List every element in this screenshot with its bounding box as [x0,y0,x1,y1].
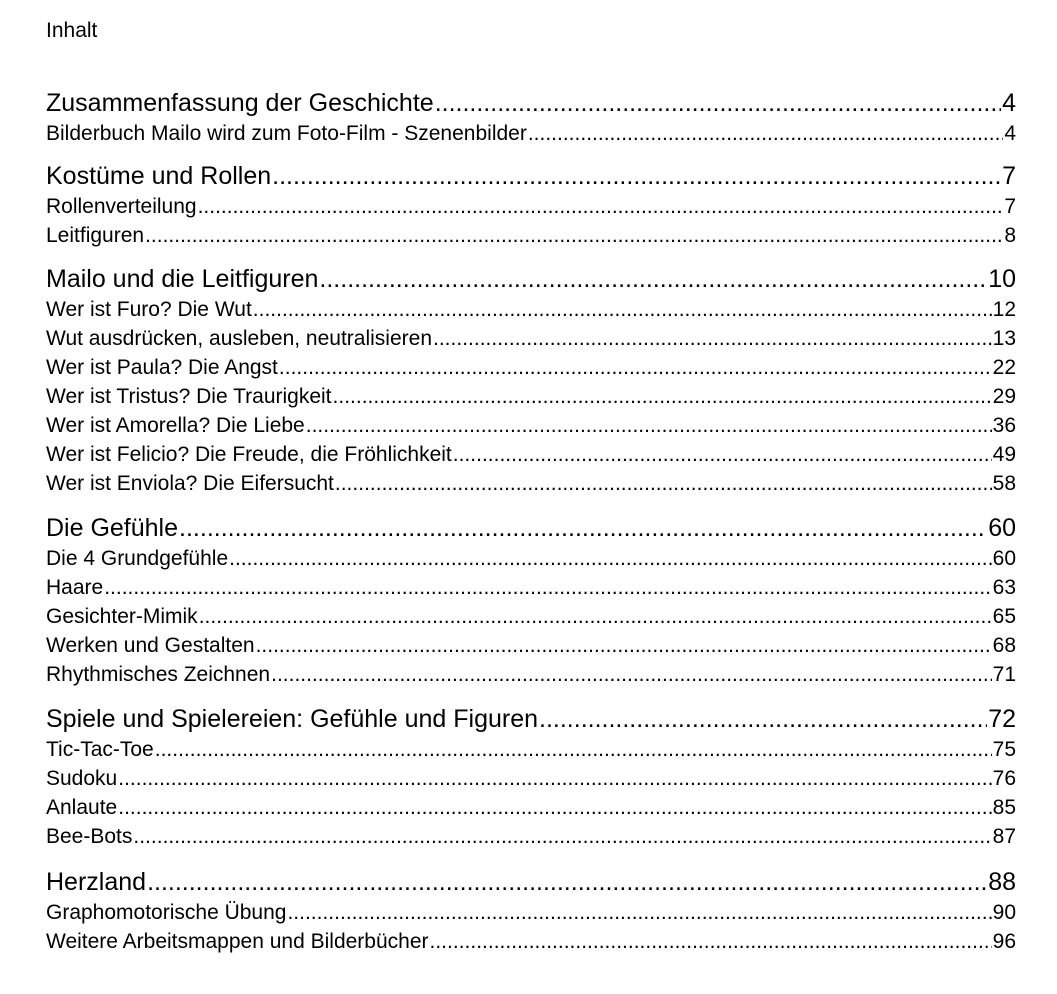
toc-entry-title: Sudoku [46,767,118,790]
toc-entry-level2[interactable] [46,793,1016,822]
toc-entry-page: 88 [988,868,1016,896]
toc-section [46,513,1016,689]
toc-entry-title: Mailo und die Leitfiguren [46,265,319,293]
dot-leader [271,660,992,689]
toc-entry-page: 12 [992,298,1016,321]
toc-entry-page: 87 [992,825,1016,848]
toc-entry-level2[interactable] [46,735,1016,764]
dot-leader [335,469,992,498]
toc-entry-page: 4 [1002,89,1016,117]
dot-leader [272,161,1001,192]
section-spacer [46,689,1016,704]
toc-entry-page: 85 [992,796,1016,819]
toc-entry-page: 7 [1004,195,1016,218]
toc-entry-level2[interactable] [46,295,1016,324]
toc-entry-level2[interactable] [46,382,1016,411]
dot-leader [306,411,992,440]
toc-section [46,161,1016,250]
toc-entry-level2[interactable] [46,898,1016,927]
section-spacer [46,498,1016,513]
toc-entry-title: Weitere Arbeitsmappen und Bilderbücher [46,930,429,953]
toc-entry-level2[interactable] [46,221,1016,250]
dot-leader [179,513,987,544]
dot-leader [319,264,987,295]
dot-leader [229,544,992,573]
toc-entry-page: 60 [992,547,1016,570]
toc-entry-page: 7 [1002,162,1016,190]
toc-entry-title: Kostüme und Rollen [46,162,272,190]
toc-entry-page: 96 [992,930,1016,953]
toc-entry-level2[interactable] [46,631,1016,660]
toc-entry-title: Rhythmisches Zeichnen [46,663,271,686]
dot-leader [256,631,992,660]
toc-entry-page: 10 [988,265,1016,293]
toc-entry-level2[interactable] [46,544,1016,573]
dot-leader [435,88,1001,119]
toc-entry-title: Wer ist Tristus? Die Traurigkeit [46,385,332,408]
toc-entry-page: 68 [992,634,1016,657]
toc-entry-title: Die Gefühle [46,514,179,542]
toc-entry-level2[interactable] [46,822,1016,851]
section-spacer [46,148,1016,161]
toc-entry-title: Anlaute [46,796,118,819]
toc-entry-page: 65 [992,605,1016,628]
toc-entry-level2[interactable] [46,119,1016,148]
toc-entry-title: Herzland [46,868,147,896]
toc-entry-page: 29 [992,385,1016,408]
toc-entry-title: Wer ist Furo? Die Wut [46,298,252,321]
dot-leader [430,927,992,956]
toc-entry-title: Wer ist Felicio? Die Freude, die Fröhlichkeit [46,443,452,466]
dot-leader [539,704,987,735]
toc-entry-page: 49 [992,443,1016,466]
dot-leader [279,353,992,382]
dot-leader [453,440,992,469]
toc-entry-title: Haare [46,576,104,599]
toc-entry-title: Wer ist Enviola? Die Eifersucht [46,472,334,495]
toc-entry-level2[interactable] [46,573,1016,602]
toc-entry-title: Tic-Tac-Toe [46,738,154,761]
toc-entry-page: 63 [992,576,1016,599]
dot-leader [198,192,1004,221]
document-heading: Inhalt [46,19,98,42]
dot-leader [104,573,991,602]
toc-entry-level1[interactable] [46,264,1016,295]
toc-entry-title: Bilderbuch Mailo wird zum Foto-Film - Szenenbilder [46,122,527,145]
toc-entry-level1[interactable] [46,161,1016,192]
toc-entry-title: Bee-Bots [46,825,133,848]
toc-entry-page: 90 [992,901,1016,924]
dot-leader [199,602,992,631]
dot-leader [155,735,992,764]
toc-entry-title: Die 4 Grundgefühle [46,547,229,570]
toc-entry-level2[interactable] [46,192,1016,221]
toc-entry-title: Spiele und Spielereien: Gefühle und Figuren [46,705,539,733]
dot-leader [133,822,991,851]
toc-entry-page: 22 [992,356,1016,379]
toc-section [46,88,1016,148]
dot-leader [253,295,992,324]
dot-leader [433,324,992,353]
toc-entry-level2[interactable] [46,469,1016,498]
dot-leader [528,119,1003,148]
toc-entry-level2[interactable] [46,411,1016,440]
toc-entry-page: 8 [1004,224,1016,247]
toc-section [46,704,1016,851]
dot-leader [145,221,1003,250]
dot-leader [118,793,991,822]
dot-leader [118,764,991,793]
toc-entry-level2[interactable] [46,440,1016,469]
toc-entry-title: Wut ausdrücken, ausleben, neutralisieren [46,327,433,350]
toc-entry-page: 36 [992,414,1016,437]
toc-entry-page: 4 [1004,122,1016,145]
toc-entry-level2[interactable] [46,660,1016,689]
toc-entry-level1[interactable] [46,88,1016,119]
toc-entry-level2[interactable] [46,927,1016,956]
toc-entry-level1[interactable] [46,867,1016,898]
toc-section [46,264,1016,498]
dot-leader [287,898,991,927]
toc-entry-title: Wer ist Amorella? Die Liebe [46,414,305,437]
toc-entry-title: Gesichter-Mimik [46,605,198,628]
section-spacer [46,851,1016,867]
toc-entry-level2[interactable] [46,764,1016,793]
table-of-contents [46,88,1016,956]
toc-entry-title: Wer ist Paula? Die Angst [46,356,278,379]
toc-entry-level2[interactable] [46,602,1016,631]
toc-entry-level2[interactable] [46,353,1016,382]
toc-entry-page: 58 [992,472,1016,495]
toc-entry-page: 13 [992,327,1016,350]
dot-leader [147,867,987,898]
toc-entry-title: Graphomotorische Übung [46,901,287,924]
dot-leader [333,382,992,411]
toc-section [46,867,1016,956]
toc-entry-page: 60 [988,514,1016,542]
toc-entry-title: Leitfiguren [46,224,145,247]
toc-entry-page: 71 [992,663,1016,686]
toc-entry-title: Rollenverteilung [46,195,197,218]
toc-entry-title: Zusammenfassung der Geschichte [46,89,434,117]
section-spacer [46,250,1016,264]
toc-entry-level2[interactable] [46,324,1016,353]
toc-entry-page: 76 [992,767,1016,790]
toc-entry-level1[interactable] [46,513,1016,544]
toc-entry-page: 75 [992,738,1016,761]
toc-entry-level1[interactable] [46,704,1016,735]
toc-entry-title: Werken und Gestalten [46,634,255,657]
toc-entry-page: 72 [988,705,1016,733]
